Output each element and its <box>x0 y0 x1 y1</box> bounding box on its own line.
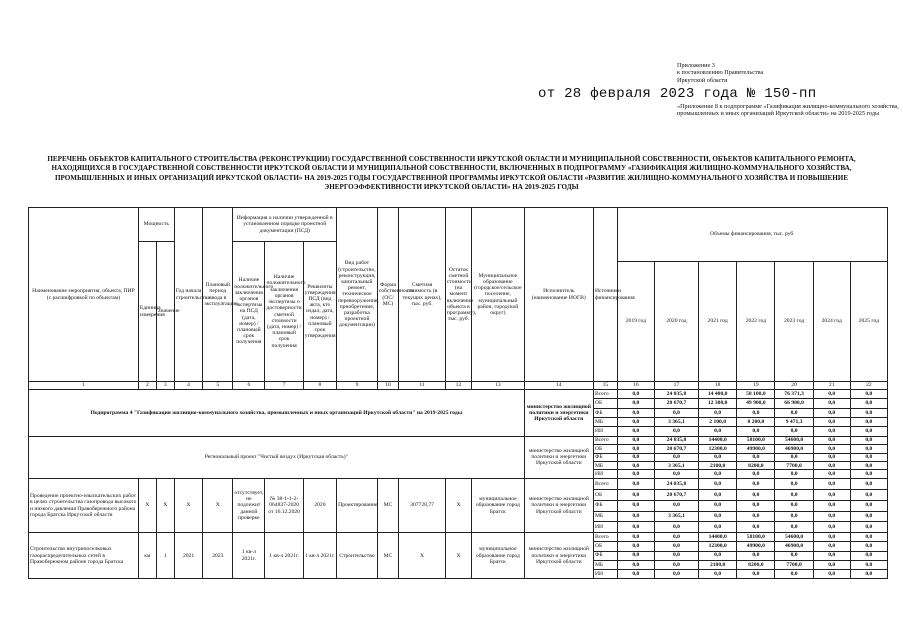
funding-value: 0,0 <box>813 478 850 489</box>
funding-value: 0,0 <box>737 489 775 500</box>
funding-value: 0,0 <box>737 478 775 489</box>
object-remaining: Х <box>445 478 471 532</box>
object-row <box>29 533 888 542</box>
object-value: Х <box>156 478 174 532</box>
funding-value: 46900,0 <box>775 542 813 551</box>
funding-value: 58 100,0 <box>737 390 775 399</box>
funding-value: 0,0 <box>617 408 654 417</box>
funding-value: 0,0 <box>850 560 887 569</box>
funding-value: 54600,0 <box>775 436 813 444</box>
funding-value: 0,0 <box>617 461 654 469</box>
year-header: 2022 год <box>737 262 775 382</box>
object-start: 2021 <box>174 533 203 579</box>
funding-value: 0,0 <box>617 399 654 408</box>
funding-value: 0,0 <box>737 522 775 533</box>
object-ownership: МС <box>377 533 399 579</box>
funding-value: 0,0 <box>654 408 698 417</box>
funding-value: 0,0 <box>654 569 698 578</box>
funding-value: 0,0 <box>850 470 887 478</box>
col-name-header: Наименование мероприятия, объекта, ПИР (с расшифровкой по объектам) <box>29 208 139 382</box>
funding-source: Всего <box>593 478 617 489</box>
funding-value: 12300,0 <box>699 542 737 551</box>
column-number: 16 <box>617 382 654 390</box>
year-header: 2019 год <box>617 262 654 382</box>
object-doc3: 2020 <box>303 478 336 532</box>
funding-value: 0,0 <box>850 489 887 500</box>
funding-value: 14400,0 <box>699 533 737 542</box>
column-number: 8 <box>303 382 336 390</box>
funding-value: 0,0 <box>850 533 887 542</box>
object-executor: министерство жилищной политики и энергетики Иркутской области <box>524 533 593 579</box>
funding-value: 0,0 <box>775 511 813 522</box>
funding-value: 54600,0 <box>775 533 813 542</box>
decree-date-stamp: от 28 февраля 2023 года № 150-пп <box>538 86 817 102</box>
funding-source: МБ <box>593 560 617 569</box>
funding-value: 0,0 <box>775 522 813 533</box>
column-number: 22 <box>850 382 887 390</box>
col-plan-header: Плановый период ввода в эксплуатацию <box>203 208 233 382</box>
block-title: Региональный проект "Чистый воздух (Иркутская область)" <box>29 436 525 478</box>
funding-value: 2100,0 <box>699 461 737 469</box>
funding-value: 0,0 <box>737 569 775 578</box>
funding-value: 14 400,0 <box>699 390 737 399</box>
funding-value: 0,0 <box>617 478 654 489</box>
col-capacity-header: Мощность <box>138 208 174 242</box>
funding-value: 0,0 <box>617 569 654 578</box>
col-municipality-header: Муниципальное образование (городское/сельское поселение, муниципальный район, городской округ) <box>472 208 525 382</box>
funding-value: 0,0 <box>737 453 775 461</box>
object-worktype: Строительство <box>337 533 378 579</box>
funding-value: 0,0 <box>699 427 737 436</box>
funding-value: 0,0 <box>654 522 698 533</box>
funding-value: 0,0 <box>737 511 775 522</box>
funding-value: 0,0 <box>850 445 887 453</box>
funding-value: 0,0 <box>737 427 775 436</box>
funding-value: 0,0 <box>813 390 850 399</box>
object-unit: Х <box>138 478 156 532</box>
funding-value: 0,0 <box>813 445 850 453</box>
object-name: Проведение проектно-изыскательских работ в целях строительства газопровода высокого и низкого давления Правобережного района города Братска Иркутской области <box>29 478 139 532</box>
header-line: Иркутской области <box>677 76 728 84</box>
funding-value: 0,0 <box>850 551 887 560</box>
annex-header <box>677 62 899 84</box>
funding-value: 0,0 <box>617 533 654 542</box>
object-value: 1 <box>156 533 174 579</box>
funding-value: 0,0 <box>617 500 654 511</box>
funding-value: 0,0 <box>850 542 887 551</box>
column-number: 10 <box>377 382 399 390</box>
column-numbers-row <box>29 382 888 390</box>
funding-value: 0,0 <box>617 511 654 522</box>
object-municipality: муниципальное образование город Братск <box>472 478 525 532</box>
funding-value: 66 900,0 <box>775 399 813 408</box>
column-number: 20 <box>775 382 813 390</box>
funding-value: 0,0 <box>850 436 887 444</box>
funding-value: 0,0 <box>775 478 813 489</box>
col-unit-header: Единица измерения <box>138 242 156 382</box>
funding-value: 0,0 <box>775 569 813 578</box>
funding-value: 0,0 <box>699 511 737 522</box>
col-ownership-header: Форма собственности (ОС/МС) <box>377 208 399 382</box>
col-docinfo-header: Информация о наличии утвержденной в установленном порядке проектной документации (ПСД) <box>233 208 337 242</box>
funding-value: 49900,0 <box>737 542 775 551</box>
funding-value: 0,0 <box>617 560 654 569</box>
header-line: к постановлению Правительства <box>677 69 764 77</box>
object-row <box>29 478 888 489</box>
funding-value: 0,0 <box>617 470 654 478</box>
funding-value: 0,0 <box>813 461 850 469</box>
funding-value: 0,0 <box>775 551 813 560</box>
funding-value: 0,0 <box>617 417 654 426</box>
column-number: 5 <box>203 382 233 390</box>
funding-value: 7700,0 <box>775 560 813 569</box>
column-number: 13 <box>472 382 525 390</box>
funding-value: 0,0 <box>617 542 654 551</box>
document-title: ПЕРЕЧЕНЬ ОБЪЕКТОВ КАПИТАЛЬНОГО СТРОИТЕЛЬСТВА (РЕКОНСТРУКЦИИ) ГОСУДАРСТВЕННОЙ СОБСТВЕННОСТИ ИРКУТСКОЙ ОБЛАСТИ И МУНИЦИПАЛЬНОЙ СОБСТВЕННОСТИ, ОБЪЕКТОВ КАПИТАЛЬНОГО РЕМОНТА, НАХОДЯЩИХСЯ В ГОСУДАРСТВЕННОЙ СОБСТВЕННОСТИ ИРКУТСКОЙ ОБЛАСТИ И МУНИЦИПАЛЬНОЙ СОБСТВЕННОСТИ, ВКЛЮЧЕННЫХ В ПОДПРОГРАММУ «ГАЗИФИКАЦИЯ ЖИЛИЩНО-КОММУНАЛЬНОГО ХОЗЯЙСТВА, ПРОМЫШЛЕННЫХ И ИНЫХ ОРГАНИЗАЦИЙ ИРКУТСКОЙ ОБЛАСТИ» НА 2019-2025 ГОДЫ ГОСУДАРСТВЕННОЙ ПРОГРАММЫ ИРКУТСКОЙ ОБЛАСТИ «РАЗВИТИЕ ЖИЛИЩНО-КОММУНАЛЬНОГО ХОЗЯЙСТВА И ПОВЫШЕНИЕ ЭНЕРГОЭФФЕКТИВНОСТИ ИРКУТСКОЙ ОБЛАСТИ» НА 2019-2025 ГОДЫ <box>47 155 856 191</box>
funding-value: 12300,0 <box>699 445 737 453</box>
funding-value: 0,0 <box>813 436 850 444</box>
funding-value: 0,0 <box>699 569 737 578</box>
funding-value: 20 670,7 <box>654 489 698 500</box>
col-start-header: Год начала строительства <box>174 208 203 382</box>
funding-value: 8 200,0 <box>737 417 775 426</box>
column-number: 11 <box>399 382 446 390</box>
funding-value: 0,0 <box>699 470 737 478</box>
column-number: 7 <box>265 382 303 390</box>
year-header: 2025 год <box>850 262 887 382</box>
object-plan: Х <box>203 478 233 532</box>
funding-value: 0,0 <box>775 427 813 436</box>
funding-source: МБ <box>593 461 617 469</box>
funding-value: 58100,0 <box>737 533 775 542</box>
funding-value: 0,0 <box>737 408 775 417</box>
col-doc1-header: Наличие положительного заключения органов экспертизы на ПСД (дата, номер) / плановый срок получения <box>233 242 265 382</box>
column-number: 1 <box>29 382 139 390</box>
objects-table <box>28 207 888 579</box>
funding-value: 0,0 <box>813 399 850 408</box>
header-line: Приложение 3 <box>677 62 715 69</box>
funding-value: 0,0 <box>699 478 737 489</box>
funding-source: ИИ <box>593 522 617 533</box>
col-executor-header: Исполнитель (наименование ИОГВ) <box>524 208 593 382</box>
funding-value: 0,0 <box>654 560 698 569</box>
funding-value: 7700,0 <box>775 461 813 469</box>
year-header: 2023 год <box>775 262 813 382</box>
block-row <box>29 436 888 444</box>
funding-value: 0,0 <box>654 500 698 511</box>
funding-value: 0,0 <box>775 453 813 461</box>
col-worktype-header: Вид работ (строительство, реконструкция, капитальный ремонт, техническое перевооружение, приобретение, разработка проектной документации) <box>337 208 378 382</box>
funding-source: Всего <box>593 436 617 444</box>
col-source-header: Источники финансирования <box>593 208 617 382</box>
funding-value: 0,0 <box>654 453 698 461</box>
funding-value: 0,0 <box>699 408 737 417</box>
funding-value: 0,0 <box>775 408 813 417</box>
funding-value: 0,0 <box>617 489 654 500</box>
funding-value: 0,0 <box>850 427 887 436</box>
funding-value: 0,0 <box>654 470 698 478</box>
funding-value: 76 371,3 <box>775 390 813 399</box>
funding-value: 0,0 <box>699 453 737 461</box>
funding-source: Всего <box>593 390 617 399</box>
funding-value: 3 365,1 <box>654 417 698 426</box>
funding-value: 0,0 <box>654 427 698 436</box>
col-cost-header: Сметная стоимость (в текущих ценах), тыс. руб. <box>399 208 446 382</box>
funding-value: 0,0 <box>737 551 775 560</box>
funding-value: 0,0 <box>617 522 654 533</box>
funding-value: 0,0 <box>699 500 737 511</box>
funding-value: 0,0 <box>617 427 654 436</box>
object-municipality: муниципальное образование город Братск <box>472 533 525 579</box>
object-cost: 307728,77 <box>399 478 446 532</box>
col-value-header: Значение <box>156 242 174 382</box>
funding-value: 0,0 <box>813 500 850 511</box>
funding-value: 8200,0 <box>737 560 775 569</box>
object-doc2: № 38-1-1-2-064837-2020 от 16.12.2020 <box>265 478 303 532</box>
col-doc3-header: Реквизиты утверждения ПСД (вид акта, кто издал, дата, номер) / плановый срок утверждения <box>303 242 336 382</box>
year-header: 2024 год <box>813 262 850 382</box>
funding-value: 0,0 <box>737 500 775 511</box>
funding-value: 20 670,7 <box>654 399 698 408</box>
funding-value: 0,0 <box>850 478 887 489</box>
funding-value: 0,0 <box>737 470 775 478</box>
funding-value: 0,0 <box>617 453 654 461</box>
funding-value: 0,0 <box>813 533 850 542</box>
funding-value: 0,0 <box>775 470 813 478</box>
funding-source: ОБ <box>593 399 617 408</box>
funding-value: 9 471,3 <box>775 417 813 426</box>
funding-value: 0,0 <box>850 511 887 522</box>
funding-value: 0,0 <box>813 522 850 533</box>
funding-value: 0,0 <box>850 453 887 461</box>
funding-value: 12 300,0 <box>699 399 737 408</box>
block-title: Подпрограмма 4 "Газификация жилищно-коммунального хозяйства, промышленных и иных организаций Иркутской области" на 2019-2025 годы <box>29 390 525 437</box>
funding-value: 49 900,0 <box>737 399 775 408</box>
funding-value: 0,0 <box>813 569 850 578</box>
funding-source: МБ <box>593 417 617 426</box>
funding-source: ОБ <box>593 445 617 453</box>
col-doc2-header: Наличие положительного заключения органов экспертизы о достоверности сметной стоимости (дата, номер) / плановый срок получения <box>265 242 303 382</box>
funding-source: ИИ <box>593 470 617 478</box>
object-doc1: 1 кв-л 2021г. <box>233 533 265 579</box>
funding-value: 0,0 <box>850 522 887 533</box>
object-doc1: отсутствует, не подлежит данной проверке <box>233 478 265 532</box>
col-remaining-header: Остаток сметной стоимости (на момент включения объекта в программу), тыс. руб. <box>445 208 471 382</box>
funding-value: 0,0 <box>699 551 737 560</box>
column-number: 14 <box>524 382 593 390</box>
funding-value: 0,0 <box>617 445 654 453</box>
funding-value: 0,0 <box>775 489 813 500</box>
year-header: 2021 год <box>699 262 737 382</box>
funding-value: 8200,0 <box>737 461 775 469</box>
object-executor: министерство жилищной политики и энергетики Иркутской области <box>524 478 593 532</box>
funding-value: 0,0 <box>617 436 654 444</box>
funding-value: 0,0 <box>813 470 850 478</box>
funding-value: 0,0 <box>813 453 850 461</box>
column-number: 3 <box>156 382 174 390</box>
funding-source: ФБ <box>593 500 617 511</box>
funding-source: ОБ <box>593 489 617 500</box>
funding-value: 3 365,1 <box>654 511 698 522</box>
object-start: Х <box>174 478 203 532</box>
funding-value: 0,0 <box>813 489 850 500</box>
column-number: 4 <box>174 382 203 390</box>
funding-source: ФБ <box>593 453 617 461</box>
funding-source: ФБ <box>593 408 617 417</box>
funding-value: 24 035,8 <box>654 436 698 444</box>
funding-value: 0,0 <box>775 500 813 511</box>
block-row <box>29 390 888 399</box>
object-worktype: Проектирование <box>337 478 378 532</box>
funding-source: Всего <box>593 533 617 542</box>
funding-value: 0,0 <box>813 560 850 569</box>
funding-value: 3 365,1 <box>654 461 698 469</box>
object-plan: 2023 <box>203 533 233 579</box>
column-number: 19 <box>737 382 775 390</box>
funding-value: 0,0 <box>850 390 887 399</box>
funding-value: 0,0 <box>850 569 887 578</box>
funding-value: 2100,0 <box>699 560 737 569</box>
funding-value: 14400,0 <box>699 436 737 444</box>
block-executor: министерство жилищной политики и энергетики Иркутской области <box>524 390 593 437</box>
funding-value: 0,0 <box>813 542 850 551</box>
funding-value: 0,0 <box>654 542 698 551</box>
funding-value: 0,0 <box>654 533 698 542</box>
object-cost: Х <box>399 533 446 579</box>
funding-value: 0,0 <box>699 489 737 500</box>
funding-value: 0,0 <box>813 427 850 436</box>
funding-value: 0,0 <box>699 522 737 533</box>
funding-source: ОБ <box>593 542 617 551</box>
funding-value: 0,0 <box>813 551 850 560</box>
funding-value: 0,0 <box>850 417 887 426</box>
column-number: 15 <box>593 382 617 390</box>
column-number: 21 <box>813 382 850 390</box>
funding-value: 0,0 <box>617 390 654 399</box>
funding-value: 0,0 <box>813 408 850 417</box>
funding-value: 0,0 <box>850 461 887 469</box>
funding-value: 49900,0 <box>737 445 775 453</box>
column-number: 9 <box>337 382 378 390</box>
object-remaining: Х <box>445 533 471 579</box>
funding-value: 0,0 <box>654 551 698 560</box>
funding-value: 0,0 <box>850 399 887 408</box>
object-ownership: МС <box>377 478 399 532</box>
funding-value: 0,0 <box>813 511 850 522</box>
col-funding-header: Объемы финансирования, тыс. руб. <box>617 208 887 262</box>
block-executor: министерство жилищной политики и энергетики Иркутской области <box>524 436 593 478</box>
funding-value: 24 035,8 <box>654 390 698 399</box>
funding-source: ИИ <box>593 569 617 578</box>
object-name: Строительство внутрипоселковых газораспределительных сетей в Правобережном районе города Братска <box>29 533 139 579</box>
funding-value: 24 035,8 <box>654 478 698 489</box>
funding-value: 58100,0 <box>737 436 775 444</box>
column-number: 18 <box>699 382 737 390</box>
funding-value: 0,0 <box>850 500 887 511</box>
annex-8-reference: «Приложение 8 к подпрограмме «Газификация жилищно-коммунального хозяйства, промышленных и иных организаций Иркутской области» на 2019-2025 годы <box>677 103 899 118</box>
object-doc3: 1 кв-л 2021г. <box>303 533 336 579</box>
funding-value: 2 100,0 <box>699 417 737 426</box>
column-number: 2 <box>138 382 156 390</box>
funding-value: 20 670,7 <box>654 445 698 453</box>
funding-source: ФБ <box>593 551 617 560</box>
funding-value: 46900,0 <box>775 445 813 453</box>
funding-value: 0,0 <box>617 551 654 560</box>
object-doc2: 1 кв-л 2021г. <box>265 533 303 579</box>
funding-value: 0,0 <box>850 408 887 417</box>
funding-source: МБ <box>593 511 617 522</box>
funding-source: ИИ <box>593 427 617 436</box>
column-number: 6 <box>233 382 265 390</box>
column-number: 17 <box>654 382 698 390</box>
object-unit: км <box>138 533 156 579</box>
column-number: 12 <box>445 382 471 390</box>
year-header: 2020 год <box>654 262 698 382</box>
funding-value: 0,0 <box>813 417 850 426</box>
